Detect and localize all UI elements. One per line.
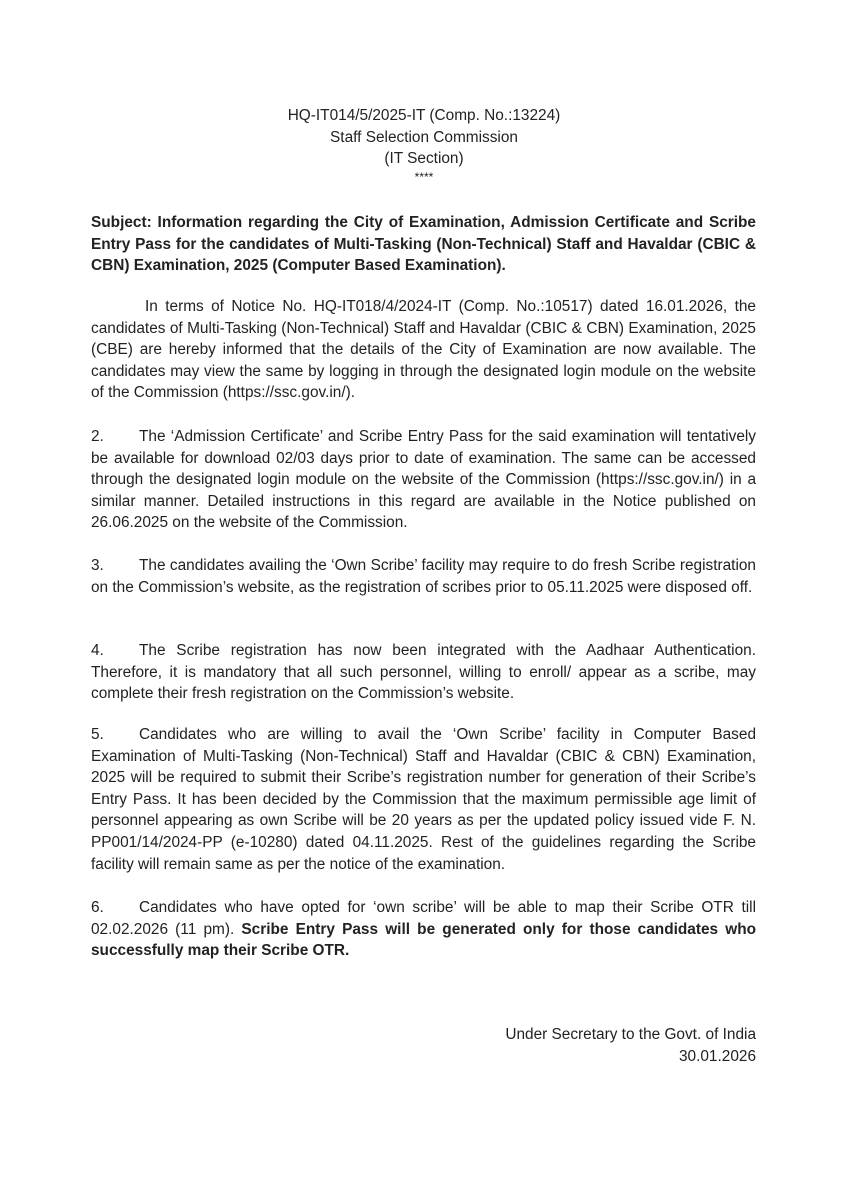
separator-stars: ****	[414, 169, 434, 184]
paragraph-number: 4.	[91, 642, 104, 659]
organization-name: Staff Selection Commission	[330, 128, 518, 146]
file-number: HQ-IT014/5/2025-IT (Comp. No.:13224)	[287, 107, 561, 124]
paragraph-number: 5.	[91, 726, 104, 743]
paragraph-intro: In terms of Notice No. HQ-IT018/4/2024-IT (Comp. No.:10517) dated 16.01.2026, the candidates of Multi-Tasking (Non-Technical) Staff and Havaldar (CBIC & CBN) Examination, 2025 (CBE) are hereby informed that the details of the City of Examination are now available. The candidates may view the same by logging in through the designated login module on the website of the Commission (https://ssc.gov.in/).	[91, 298, 756, 402]
paragraph-text: The ‘Admission Certificate’ and Scribe Entry Pass for the said examination will tentatively be available for download 02/03 days prior to date of examination. The same can be accessed through the designated login module on the website of the Commission (https://ssc.gov.in/) in a similar manner. Detailed instructions in this regard are available in the Notice published on 26.06.2025 on the website of the Commission.	[91, 428, 756, 532]
notice-header	[0, 105, 848, 184]
paragraph-number: 3.	[91, 557, 104, 574]
paragraph-4	[91, 640, 756, 705]
signatory-designation: Under Secretary to the Govt. of India	[505, 1026, 756, 1043]
paragraph-text: The Scribe registration has now been integrated with the Aadhaar Authentication. Therefore, it is mandatory that all such personnel, willing to enroll/ appear as a scribe, may complete their fresh registration on the Commission’s website.	[91, 642, 756, 703]
paragraph-6	[91, 897, 756, 962]
signature-block	[505, 1024, 756, 1067]
section-name: (IT Section)	[384, 150, 464, 167]
paragraph-2	[91, 426, 756, 534]
paragraph-5	[91, 724, 756, 875]
subject-line: Subject: Information regarding the City of Examination, Admission Certificate and Scribe Entry Pass for the candidates of Multi-Tasking (Non-Technical) Staff and Havaldar (CBIC & CBN) Examination, 2025 (Computer Based Examination).	[91, 214, 756, 274]
paragraph-text: Candidates who have opted for ‘own scribe’ will be able to map their Scribe OTR till 02.02.2026 (11 pm).	[91, 899, 756, 938]
paragraph-number: 2.	[91, 428, 104, 445]
signature-date: 30.01.2026	[678, 1047, 756, 1065]
paragraph-number: 6.	[91, 899, 104, 916]
paragraph-3	[91, 555, 756, 598]
paragraph-text: The candidates availing the ‘Own Scribe’ facility may require to do fresh Scribe registration on the Commission’s website, as the registration of scribes prior to 05.11.2025 were disposed off.	[91, 557, 756, 596]
paragraph-emphasis: Scribe Entry Pass will be generated only for those candidates who successfully map their Scribe OTR.	[91, 920, 757, 960]
paragraph-text: Candidates who are willing to avail the ‘Own Scribe’ facility in Computer Based Examination of Multi-Tasking (Non-Technical) Staff and Havaldar (CBIC & CBN) Examination, 2025 will be required to submit their Scribe’s registration number for generation of their Scribe’s Entry Pass. It has been decided by the Commission that the maximum permissible age limit of personnel appearing as own Scribe will be 20 years as per the updated policy issued vide F. N. PP001/14/2024-PP (e-10280) dated 04.11.2025. Rest of the guidelines regarding the Scribe facility will remain same as per the notice of the examination.	[91, 726, 756, 873]
